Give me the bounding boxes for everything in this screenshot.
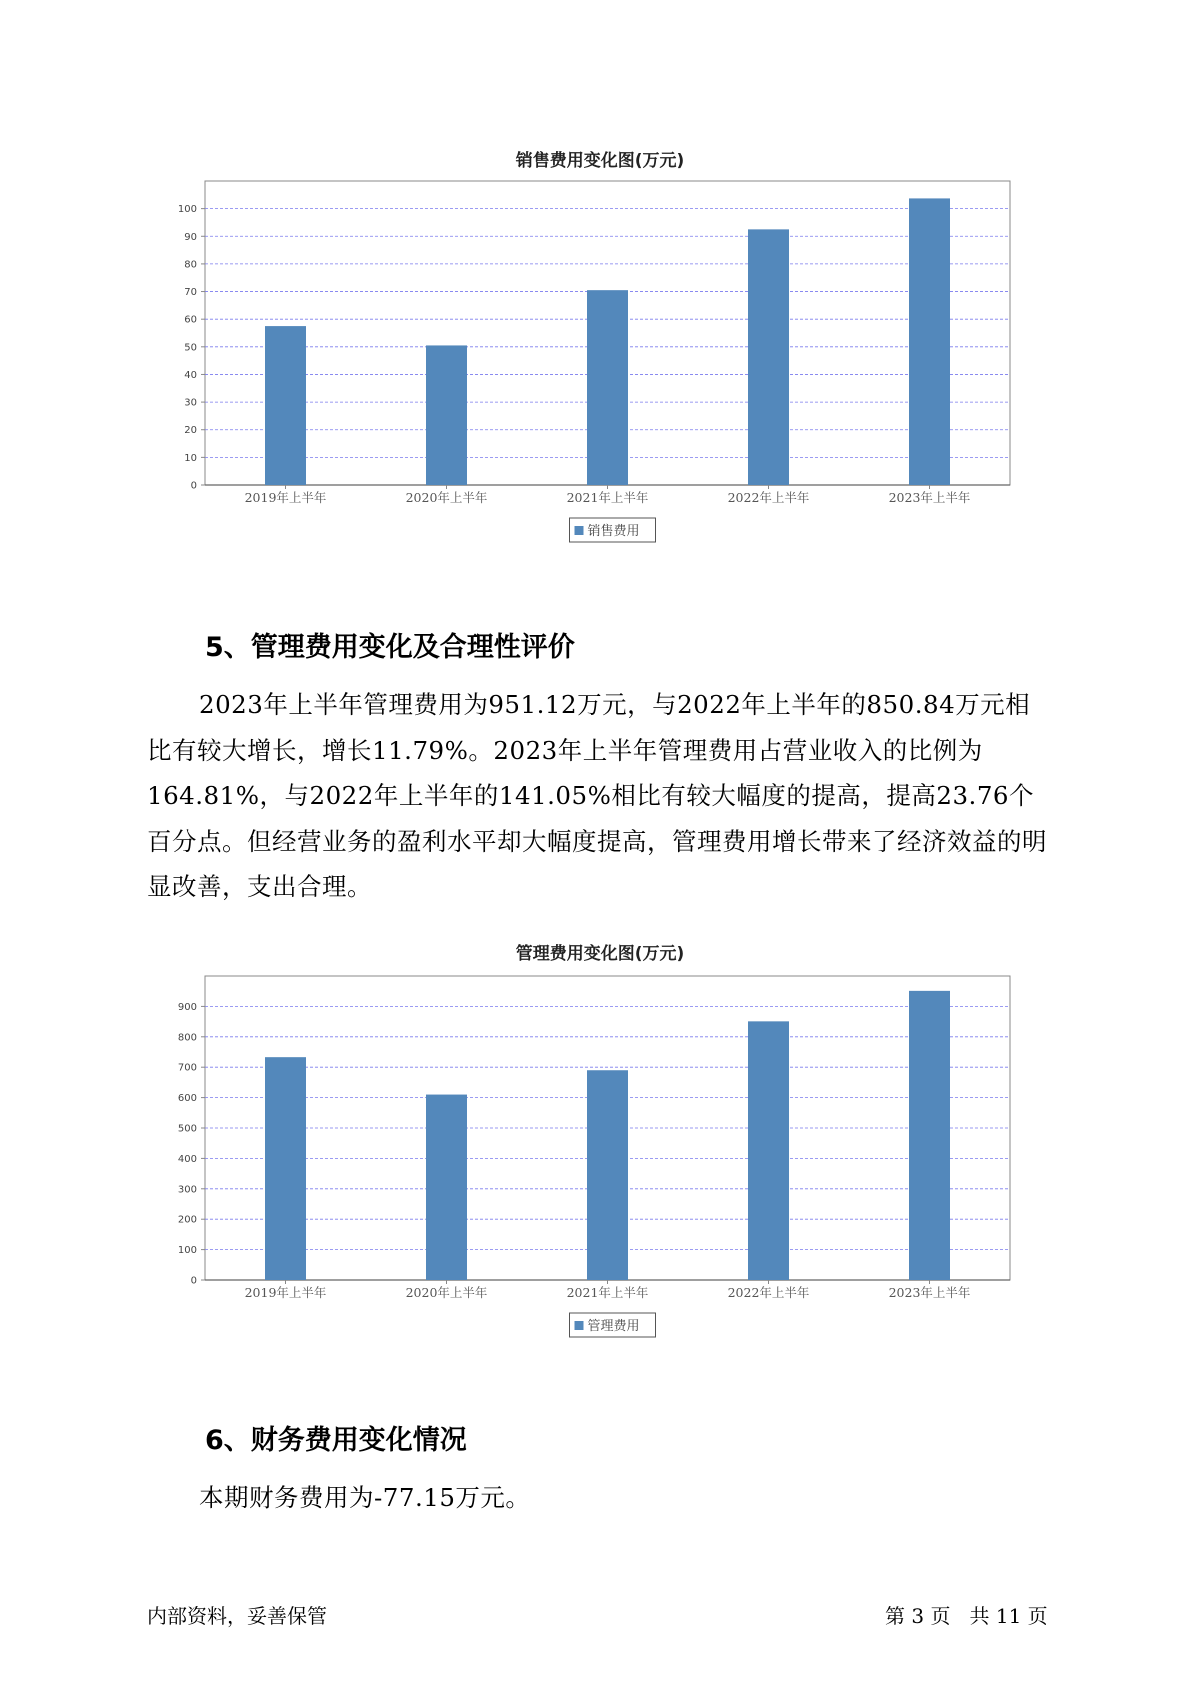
x-tick-label: 2021年上半年	[566, 490, 649, 505]
chart-svg	[150, 925, 1050, 1345]
y-tick-label: 800	[177, 1032, 197, 1044]
y-tick-label: 40	[184, 369, 197, 381]
y-tick-label: 100	[177, 1245, 197, 1257]
bar	[909, 991, 950, 1280]
y-tick-label: 70	[184, 287, 197, 299]
x-tick-label: 2020年上半年	[405, 1285, 488, 1300]
bar	[265, 1057, 306, 1280]
chart-title: 管理费用变化图(万元)	[515, 944, 685, 964]
admin-expense-chart	[150, 925, 1050, 1345]
chart-title: 销售费用变化图(万元)	[515, 151, 685, 171]
bar	[909, 198, 950, 485]
section6-text: 本期财务费用为-77.15万元。	[199, 1483, 531, 1512]
y-tick-label: 100	[177, 204, 197, 216]
section5-paragraph	[147, 682, 1052, 910]
y-tick-label: 300	[177, 1184, 197, 1196]
y-tick-label: 0	[190, 1275, 197, 1287]
y-tick-label: 50	[184, 342, 197, 354]
section6-paragraph	[147, 1475, 1052, 1521]
y-tick-label: 500	[177, 1123, 197, 1135]
y-tick-label: 90	[184, 231, 197, 243]
legend-label: 销售费用	[587, 524, 640, 539]
legend	[570, 518, 656, 542]
legend	[570, 1313, 656, 1337]
y-tick-label: 0	[190, 480, 197, 492]
x-tick-label: 2021年上半年	[566, 1285, 649, 1300]
section5-text: 2023年上半年管理费用为951.12万元，与2022年上半年的850.84万元相比有较大增长，增长11.79%。2023年上半年管理费用占营业收入的比例为164.81%，与2022年上半年的141.05%相比有较大幅度的提高，提高23.76个百分点。但经营业务的盈利水平却大幅度提高，管理费用增长带来了经济效益的明显改善，支出合理。	[147, 690, 1047, 901]
y-tick-label: 600	[177, 1093, 197, 1105]
y-tick-label: 900	[177, 1001, 197, 1013]
y-tick-label: 10	[184, 452, 197, 464]
y-tick-label: 200	[177, 1214, 197, 1226]
y-tick-label: 400	[177, 1153, 197, 1165]
x-tick-label: 2023年上半年	[888, 490, 971, 505]
section5-heading: 5、管理费用变化及合理性评价	[205, 632, 575, 663]
y-tick-label: 20	[184, 425, 197, 437]
y-tick-label: 700	[177, 1062, 197, 1074]
legend-swatch	[575, 526, 584, 535]
bar	[265, 326, 306, 485]
bar	[587, 1070, 628, 1280]
footer-left: 内部资料，妥善保管	[147, 1604, 327, 1628]
bar	[748, 1021, 789, 1280]
x-tick-label: 2022年上半年	[727, 1285, 810, 1300]
x-tick-label: 2020年上半年	[405, 490, 488, 505]
x-tick-label: 2019年上半年	[244, 1285, 327, 1300]
footer-right: 第 3 页 共 11 页	[885, 1604, 1048, 1628]
x-tick-label: 2022年上半年	[727, 490, 810, 505]
legend-label: 管理费用	[587, 1319, 640, 1334]
y-tick-label: 60	[184, 314, 197, 326]
chart-svg	[150, 130, 1050, 550]
sales-expense-chart	[150, 130, 1050, 550]
bar	[426, 345, 467, 485]
section6-heading: 6、财务费用变化情况	[205, 1425, 467, 1456]
bar	[426, 1095, 467, 1280]
y-tick-label: 30	[184, 397, 197, 409]
x-tick-label: 2019年上半年	[244, 490, 327, 505]
y-tick-label: 80	[184, 259, 197, 271]
legend-swatch	[575, 1321, 584, 1330]
x-tick-label: 2023年上半年	[888, 1285, 971, 1300]
bar	[748, 229, 789, 485]
bar	[587, 290, 628, 485]
